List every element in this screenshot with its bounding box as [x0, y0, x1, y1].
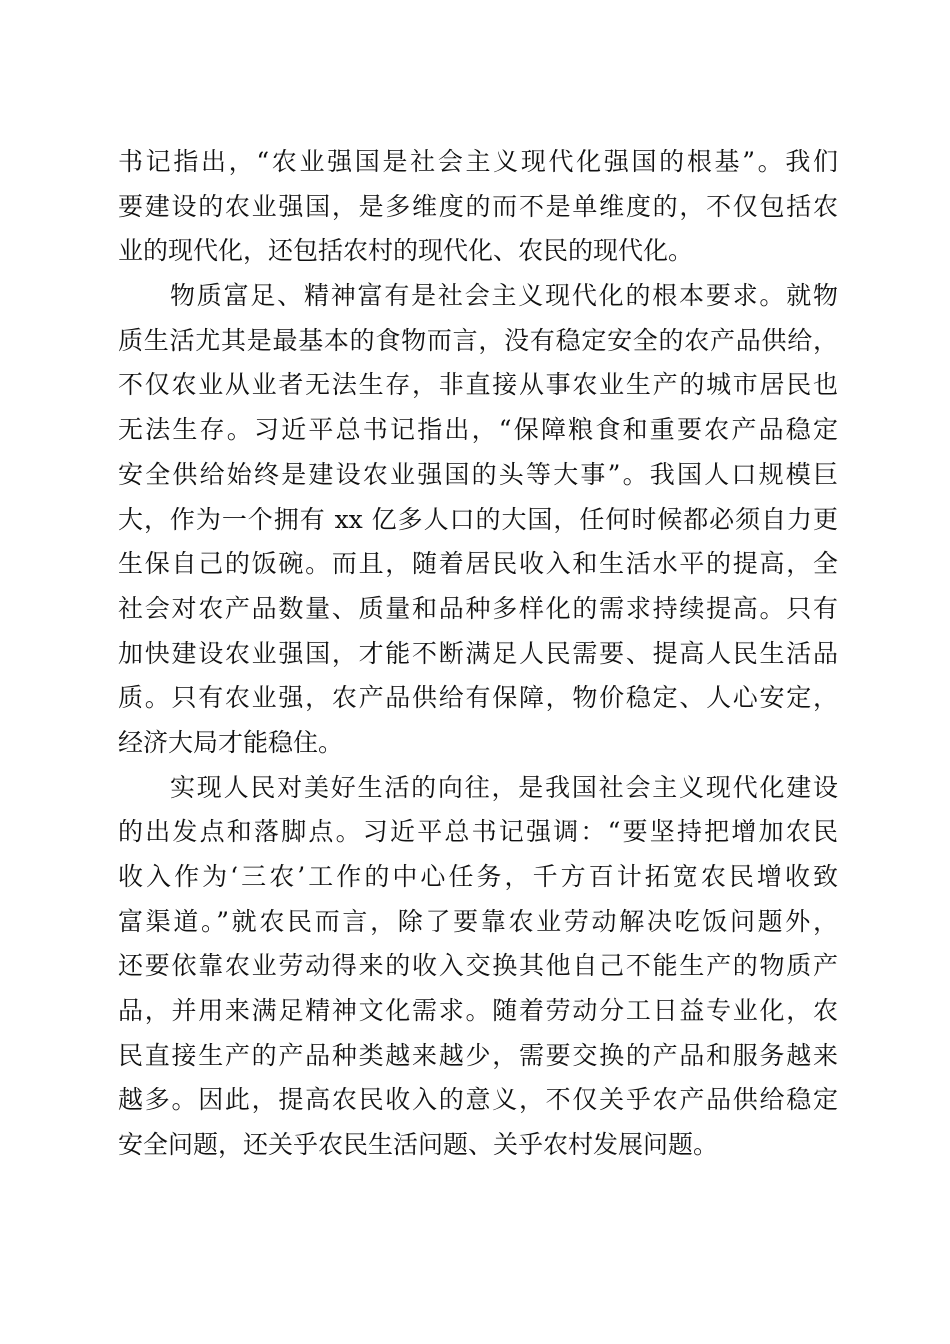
text-line: 安全供给始终是建设农业强国的头等大事”。我国人口规模巨 [118, 459, 838, 489]
text-line: 大，作为一个拥有 xx 亿多人口的大国，任何时候都必须自力更 [118, 504, 838, 534]
text-line: 经济大局才能稳住。 [118, 727, 344, 757]
paragraph-first-line: 实现人民对美好生活的向往，是我国社会主义现代化建设 [170, 772, 838, 802]
text-line: 收入作为‘三农’工作的中心任务，千方百计拓宽农民增收致 [118, 862, 838, 891]
text-line: 加快建设农业强国，才能不断满足人民需要、提高人民生活品 [118, 638, 838, 668]
text-line: 还要依靠农业劳动得来的收入交换其他自己不能生产的物质产 [118, 951, 838, 981]
text-line: 安全问题，还关乎农民生活问题、关乎农村发展问题。 [118, 1130, 719, 1160]
text-line: 生保自己的饭碗。而且，随着居民收入和生活水平的提高，全 [118, 549, 838, 579]
text-line: 富渠道。”就农民而言，除了要靠农业劳动解决吃饭问题外， [118, 906, 838, 936]
text-line: 书记指出，“农业强国是社会主义现代化强国的根基”。我们 [118, 147, 838, 176]
text-line: 品，并用来满足精神文化需求。随着劳动分工日益专业化，农 [118, 996, 838, 1026]
text-line: 社会对农产品数量、质量和品种多样化的需求持续提高。只有 [118, 593, 838, 623]
text-line: 的出发点和落脚点。习近平总书记强调：“要坚持把增加农民 [118, 817, 838, 847]
paragraph-first-line: 物质富足、精神富有是社会主义现代化的根本要求。就物 [170, 281, 838, 311]
text-line: 要建设的农业强国，是多维度的而不是单维度的，不仅包括农 [118, 191, 838, 221]
text-line: 质生活尤其是最基本的食物而言，没有稳定安全的农产品供给， [118, 325, 838, 355]
text-line: 民直接生产的产品种类越来越少，需要交换的产品和服务越来 [118, 1040, 838, 1070]
document-body [118, 140, 838, 1168]
text-line: 无法生存。习近平总书记指出，“保障粮食和重要农产品稳定 [118, 415, 838, 445]
text-line: 不仅农业从业者无法生存，非直接从事农业生产的城市居民也 [118, 370, 838, 400]
text-line: 业的现代化，还包括农村的现代化、农民的现代化。 [118, 236, 694, 266]
text-line: 质。只有农业强，农产品供给有保障，物价稳定、人心安定， [118, 683, 838, 713]
text-line: 越多。因此，提高农民收入的意义，不仅关乎农产品供给稳定 [118, 1085, 838, 1115]
